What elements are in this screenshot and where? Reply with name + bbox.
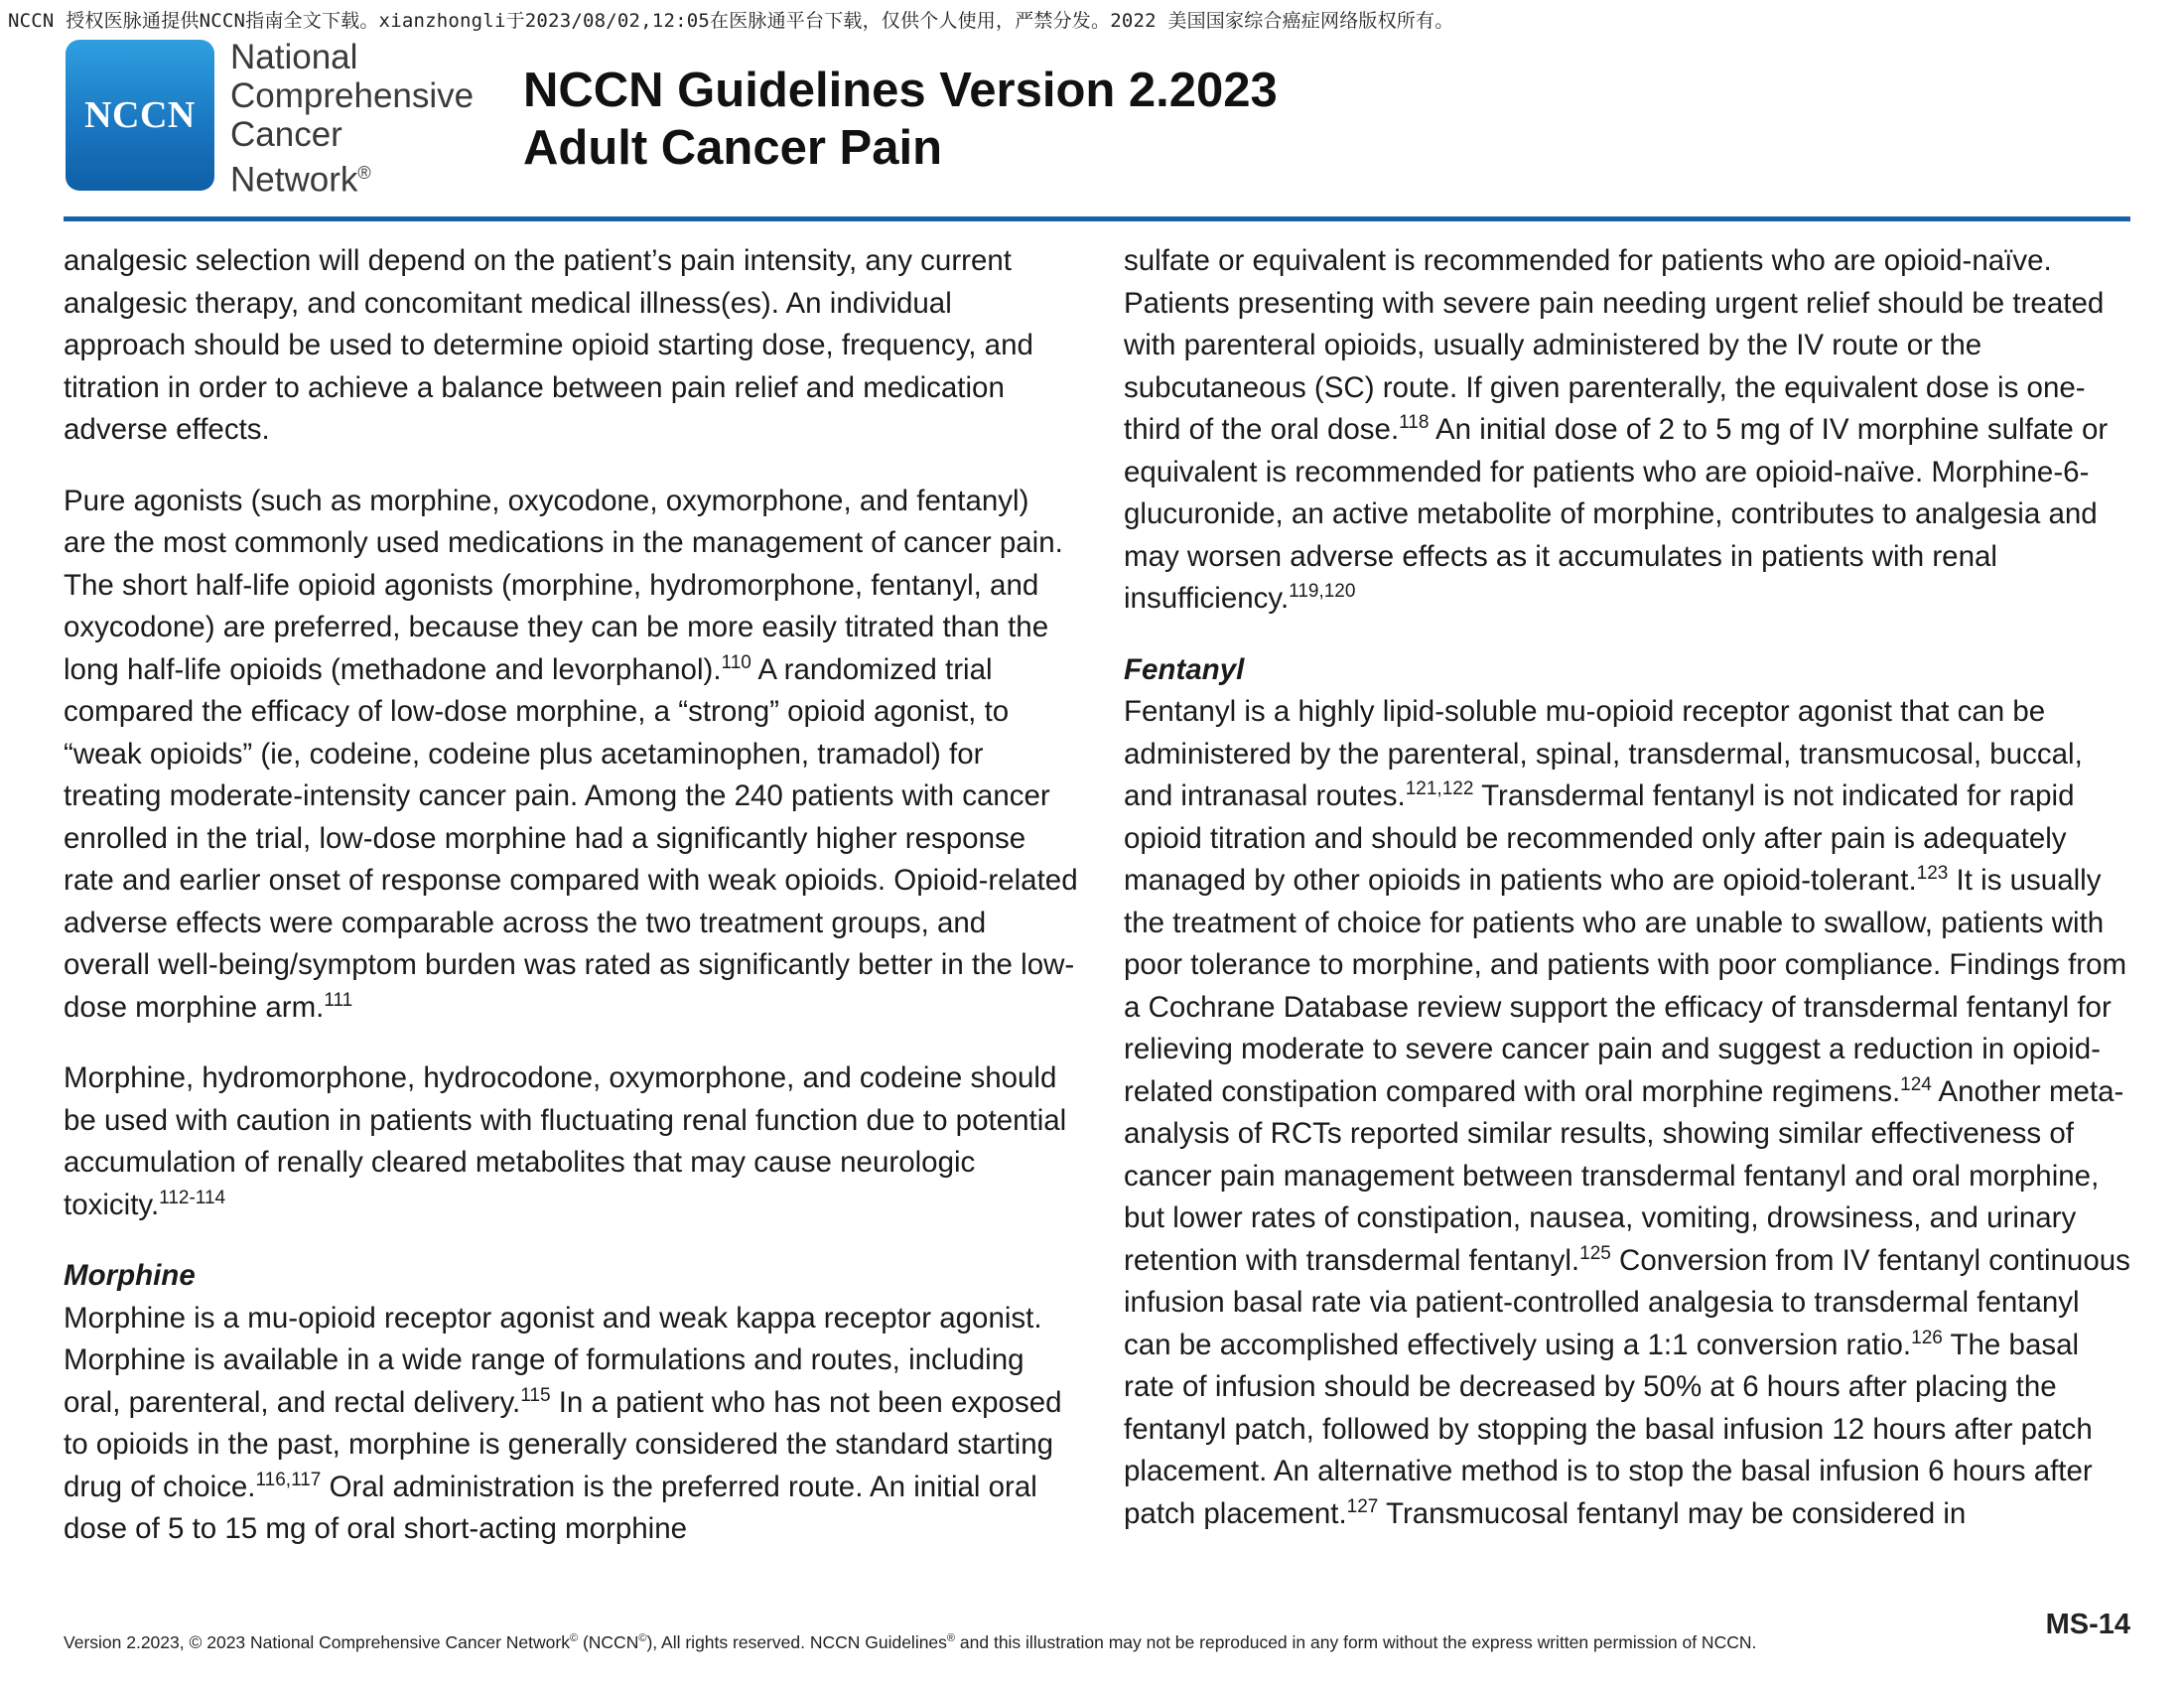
org-name-line-3: Cancer (230, 115, 342, 154)
paragraph-text: Transdermal fentanyl is not indicated for rapid opioid titration and should be recommended only after pain is adequately managed by other opioids in patients who are opioid-tolerant. (1124, 779, 2075, 897)
paragraph-text: Transmucosal fentanyl may be considered in (1378, 1496, 1967, 1530)
org-name-line-4 (230, 154, 474, 200)
citation-ref: 111 (324, 989, 353, 1011)
citation-ref: 126 (1911, 1327, 1943, 1348)
paragraph-text: The basal rate of infusion should be decreased by 50% at 6 hours after placing the fentanyl patch, followed by stopping the basal infusion 12 hours after patch placement. An alternative method is to stop the basal infusion 6 hours after patch placement. (1124, 1328, 2093, 1530)
paragraph-text: Pure agonists (such as morphine, oxycodone, oxymorphone, and fentanyl) are the most commonly used medications in the management of cancer pain. The short half-life opioid agonists (morphine, hydromorphone, fentanyl, and oxycodone) are preferred, because they can be more easily titrated than the long half-life opioids (methadone and levorphanol). (64, 484, 1063, 686)
footer-text: (NCCN (578, 1632, 639, 1652)
copyright-footer (64, 1632, 1756, 1653)
registered-mark: ® (357, 163, 371, 183)
registered-mark: ® (946, 1632, 956, 1645)
header-divider (64, 216, 2130, 221)
citation-ref: 119,120 (1289, 581, 1356, 602)
paragraph-pure-agonists (64, 481, 1078, 1030)
paragraph-text: Oral administration is the preferred route. An initial oral dose of 5 to 15 mg of oral short-acting morphine (64, 1470, 1037, 1545)
paragraph-text: It is usually the treatment of choice for patients who are unable to swallow, patients with poor tolerance to morphine, and patients with poor compliance. Findings from a Cochrane Database review support the efficacy of transdermal fentanyl for relieving moderate to severe cancer pain and suggest a reduction in opioid-related constipation compared with oral morphine regimens. (1124, 864, 2127, 1108)
footer-text: and this illustration may not be reproduced in any form without the express written permission of NCCN. (955, 1632, 1757, 1652)
paragraph-morphine (64, 1298, 1078, 1551)
guideline-topic-title: Adult Cancer Pain (523, 121, 943, 175)
footer-text: Version 2.2023, © 2023 National Comprehensive Cancer Network (64, 1632, 570, 1652)
citation-ref: 116,117 (255, 1469, 322, 1490)
citation-ref: 124 (1900, 1073, 1932, 1095)
paragraph-text: Fentanyl is a highly lipid-soluble mu-opioid receptor agonist that can be administered by the parenteral, spinal, transdermal, transmucosal, buccal, and intranasal routes. (1124, 695, 2083, 812)
organization-name (230, 38, 474, 200)
citation-ref: 123 (1916, 863, 1949, 884)
section-heading-morphine: Morphine (64, 1259, 196, 1292)
document-title (523, 62, 1278, 177)
copyright-mark: © (638, 1632, 647, 1645)
citation-ref: 125 (1579, 1242, 1611, 1264)
paragraph-analgesic-selection (64, 240, 1078, 452)
paragraph-text: A randomized trial compared the efficacy of low-dose morphine, a “strong” opioid agonist, to “weak opioids” (ie, codeine, codeine plus acetaminophen, tramadol) for treating moderate-intensity cancer pain. Among the 240 patients with cancer enrolled in the trial, low-dose morphine had a significantly higher response rate and earlier onset of response compared with weak opioids. Opioid-related adverse effects were comparable across the two treatment groups, and overall well-being/symptom burden was rated as significantly better in the low-dose morphine arm. (64, 652, 1078, 1024)
nccn-logo-text: NCCN (84, 94, 196, 136)
download-watermark: NCCN 授权医脉通提供NCCN指南全文下载。xianzhongli于2023/08/02,12:05在医脉通平台下载，仅供个人使用，严禁分发。2022 美国国家综合癌症网络版权所有。 (8, 10, 1454, 32)
section-heading-fentanyl: Fentanyl (1124, 652, 1245, 686)
citation-ref: 127 (1346, 1495, 1379, 1517)
paragraph-renal-caution (64, 1057, 1078, 1226)
citation-ref: 110 (721, 651, 751, 673)
paragraph-text: In a patient who has not been exposed to opioids in the past, morphine is generally considered the standard starting drug of choice. (64, 1385, 1062, 1503)
guidelines-version-title: NCCN Guidelines Version 2.2023 (523, 64, 1278, 117)
footer-text: ), All rights reserved. NCCN Guidelines (646, 1632, 947, 1652)
paragraph-text: Morphine, hydromorphone, hydrocodone, oxymorphone, and codeine should be used with caution in patients with fluctuating renal function due to potential accumulation of renally cleared metabolites that may cause neurologic toxicity. (64, 1061, 1067, 1221)
citation-ref: 112-114 (159, 1187, 226, 1208)
nccn-logo (66, 40, 214, 191)
paragraph-fentanyl (1124, 691, 2134, 1535)
paragraph-text: analgesic selection will depend on the patient’s pain intensity, any current analgesic therapy, and concomitant medical illness(es). An individual approach should be used to determine opioid starting dose, frequency, and titration in order to achieve a balance between pain relief and medication adverse effects. (64, 244, 1033, 446)
citation-ref: 118 (1399, 412, 1430, 433)
page-number: MS-14 (2045, 1609, 2130, 1640)
paragraph-text: Conversion from IV fentanyl continuous infusion basal rate via patient-controlled analgesia to transdermal fentanyl can be accomplished effectively using a 1:1 conversion ratio. (1124, 1243, 2130, 1361)
org-name-line-1: National (230, 38, 358, 76)
paragraph-text: An initial dose of 2 to 5 mg of IV morphine sulfate or equivalent is recommended for patients who are opioid-naïve. Morphine-6-glucuronide, an active metabolite of morphine, contributes to analgesia and may worsen adverse effects as it accumulates in patients with renal insufficiency. (1124, 413, 2109, 615)
org-name-line-2: Comprehensive (230, 76, 475, 115)
paragraph-text: Another meta-analysis of RCTs reported similar results, showing similar effectiveness of cancer pain management between transdermal fentanyl and oral morphine, but lower rates of constipation, nausea, vomiting, drowsiness, and urinary retention with transdermal fentanyl. (1124, 1074, 2124, 1277)
paragraph-text: sulfate or equivalent is recommended for patients who are opioid-naïve. Patients presenting with severe pain needing urgent relief should be treated with parenteral opioids, usually administered by the IV route or the subcutaneous (SC) route. If given parenterally, the equivalent dose is one-third of the oral dose. (1124, 244, 2105, 446)
left-column (64, 240, 1078, 1580)
org-name-network: Network (230, 160, 358, 200)
paragraph-morphine-continued (1124, 240, 2134, 621)
copyright-mark: © (569, 1632, 579, 1645)
citation-ref: 121,122 (1405, 778, 1474, 799)
right-column (1124, 240, 2134, 1564)
paragraph-text: Morphine is a mu-opioid receptor agonist and weak kappa receptor agonist. Morphine is available in a wide range of formulations and routes, including oral, parenteral, and rectal delivery. (64, 1301, 1042, 1419)
citation-ref: 115 (520, 1384, 551, 1406)
